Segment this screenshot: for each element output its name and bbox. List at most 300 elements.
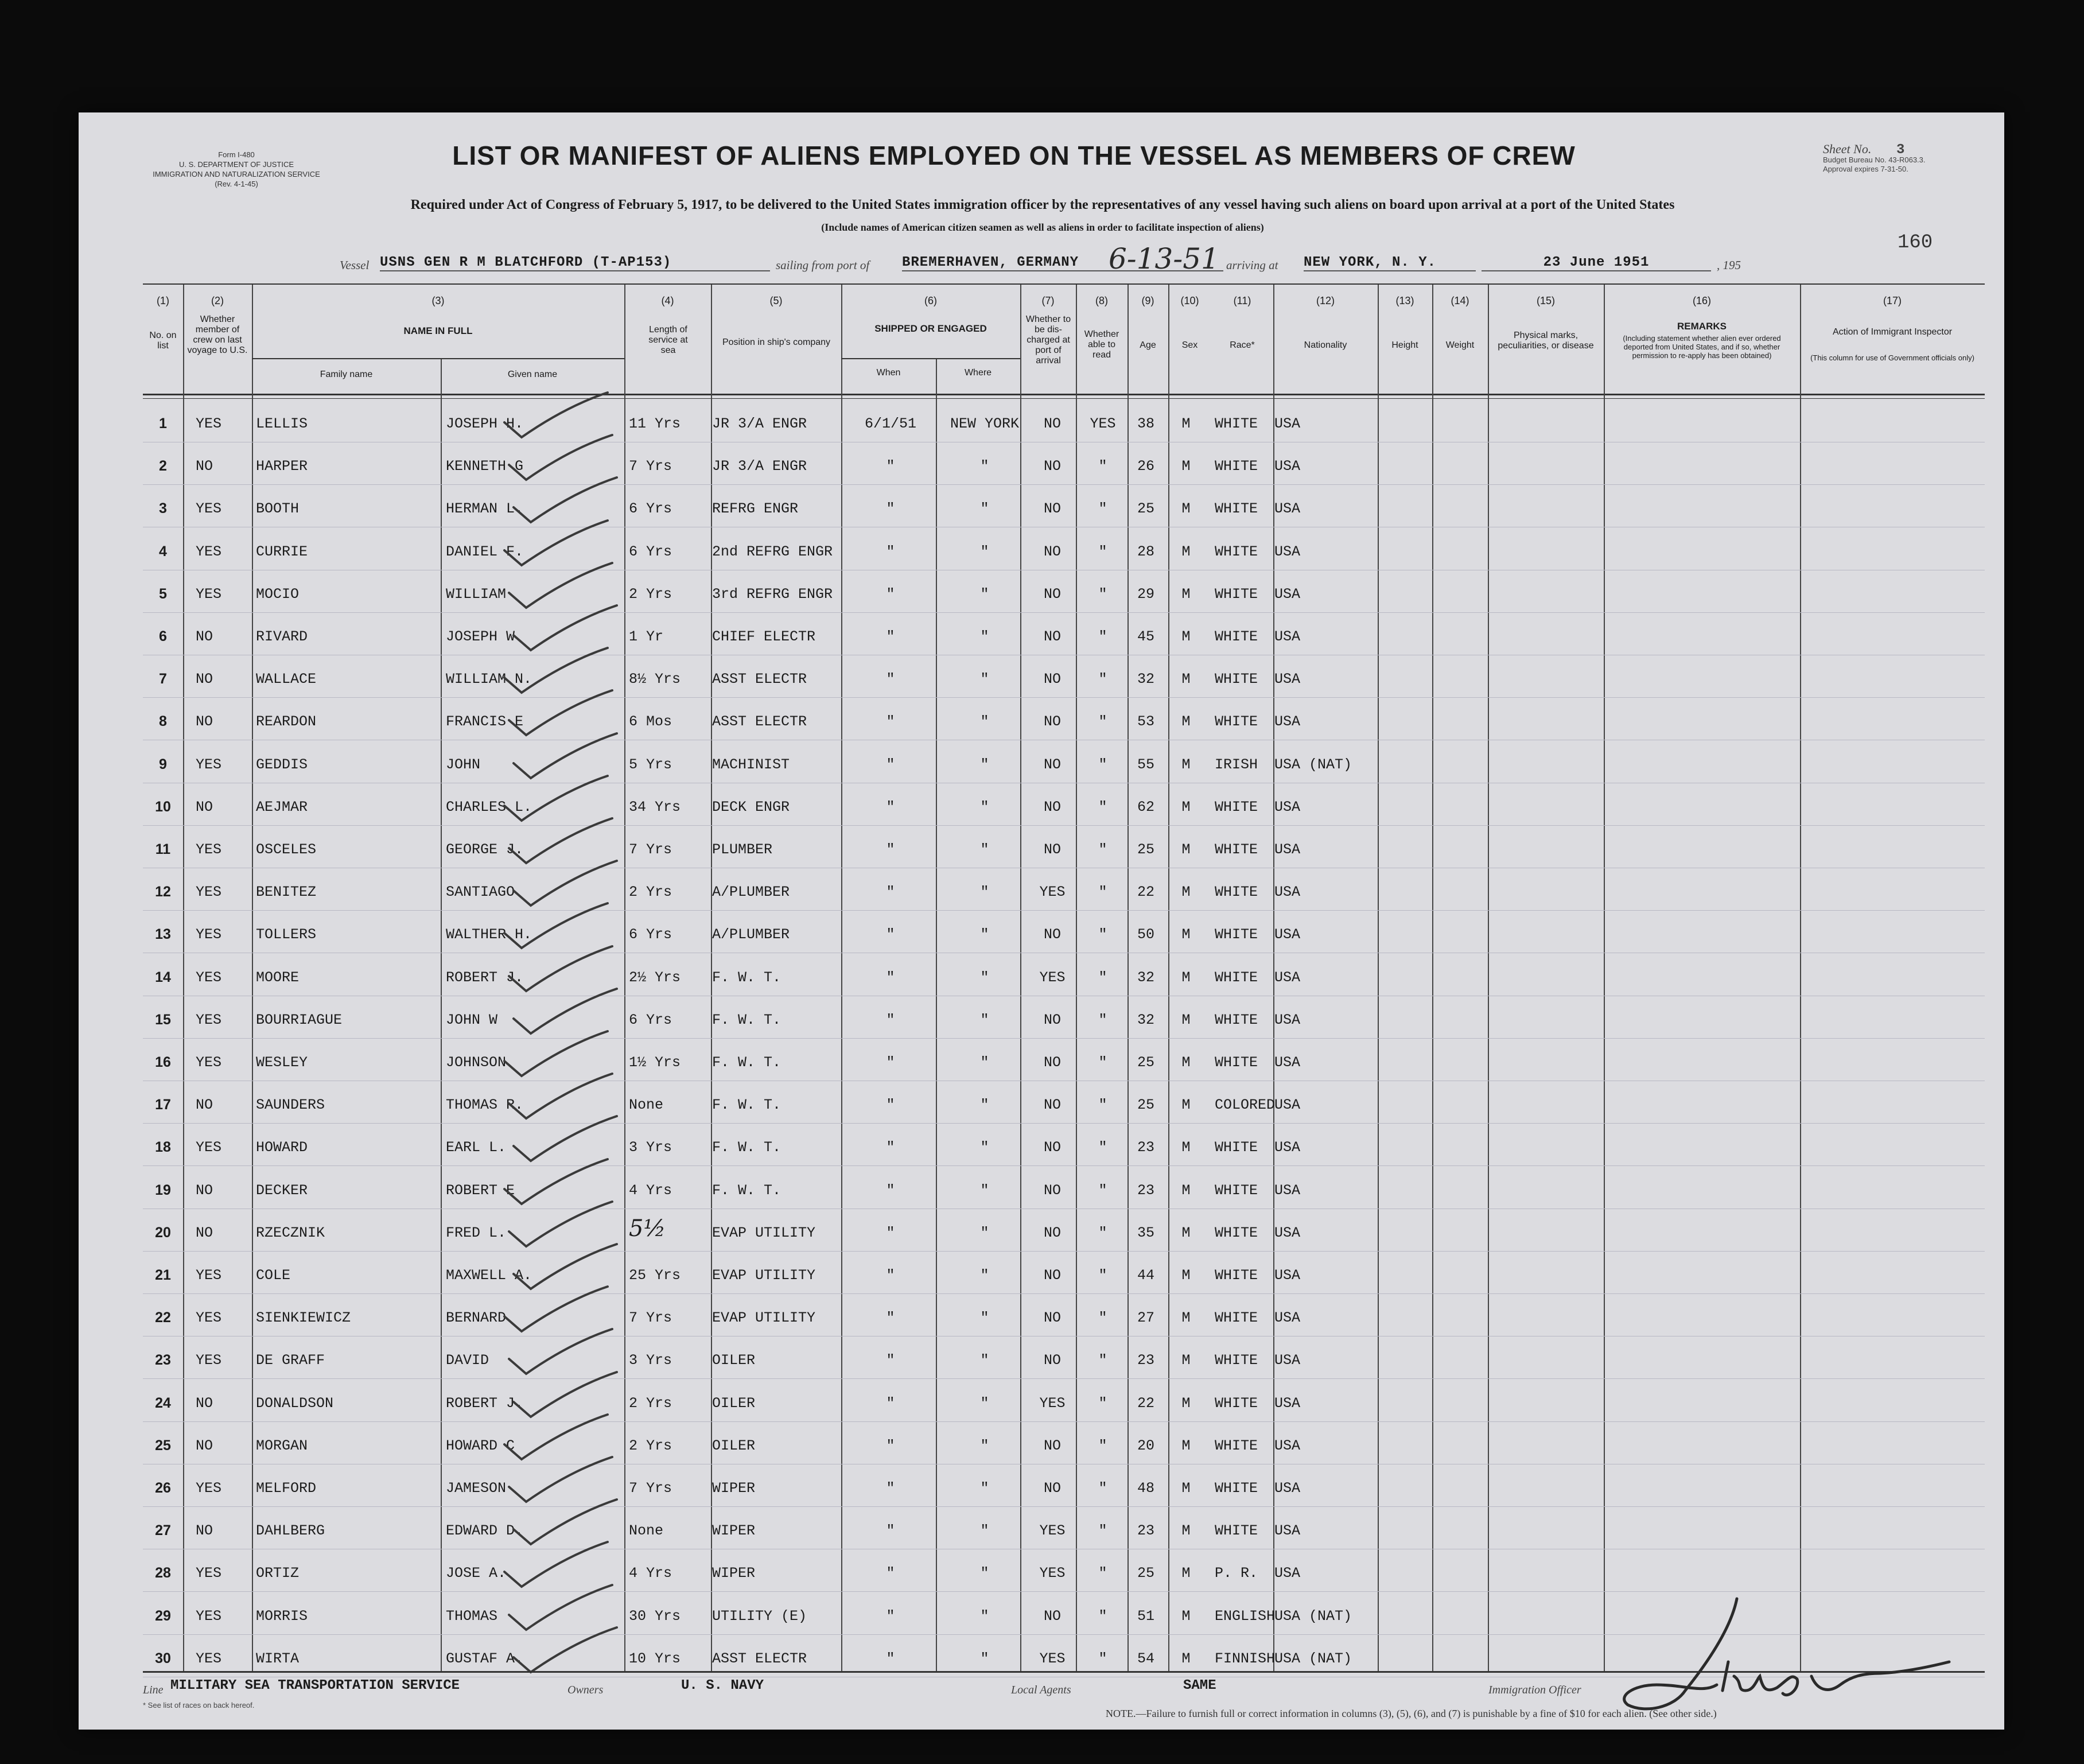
position: 2nd REFRG ENGR bbox=[712, 543, 833, 560]
crew-last-voyage: NO bbox=[196, 1097, 213, 1113]
able-to-read: " bbox=[1098, 458, 1107, 475]
table-row bbox=[143, 570, 1985, 613]
discharged: YES bbox=[1039, 1395, 1066, 1412]
discharged: NO bbox=[1043, 1267, 1061, 1284]
age: 26 bbox=[1137, 458, 1154, 475]
length-of-service: 11 Yrs bbox=[629, 415, 681, 432]
length-of-service: 7 Yrs bbox=[629, 841, 672, 858]
length-of-service: 6 Yrs bbox=[629, 543, 672, 560]
sex: M bbox=[1181, 1352, 1191, 1369]
row-number: 16 bbox=[155, 1054, 171, 1070]
position: JR 3/A ENGR bbox=[712, 415, 807, 432]
shipped-when: " bbox=[886, 1182, 895, 1199]
sex: M bbox=[1181, 1395, 1191, 1412]
check-mark-icon bbox=[503, 690, 618, 740]
sex: M bbox=[1181, 1225, 1191, 1241]
discharged: NO bbox=[1043, 586, 1061, 603]
nationality: USA bbox=[1274, 1225, 1301, 1241]
shipped-where: " bbox=[980, 1352, 989, 1369]
family-name: COLE bbox=[256, 1267, 291, 1284]
given-name: JOSEPH W bbox=[446, 628, 515, 645]
discharged: NO bbox=[1043, 671, 1061, 687]
discharged: NO bbox=[1043, 1437, 1061, 1454]
row-number: 17 bbox=[155, 1097, 171, 1113]
family-name: REARDON bbox=[256, 713, 317, 730]
race: WHITE bbox=[1215, 458, 1258, 475]
able-to-read: " bbox=[1098, 543, 1107, 560]
shipped-when: " bbox=[886, 1097, 895, 1113]
given-name: MAXWELL A. bbox=[446, 1267, 532, 1284]
row-number: 12 bbox=[155, 884, 171, 900]
discharged: NO bbox=[1043, 1097, 1061, 1113]
crew-last-voyage: YES bbox=[196, 1352, 222, 1369]
position: WIPER bbox=[712, 1480, 756, 1497]
row-number: 30 bbox=[155, 1650, 171, 1666]
shipped-when: " bbox=[886, 1054, 895, 1071]
discharged: NO bbox=[1043, 1139, 1061, 1156]
form-identification: Form I-480 U. S. DEPARTMENT OF JUSTICE IMMIGRATION AND NATURALIZATION SERVICE (Rev. 4-1-45) bbox=[153, 150, 320, 188]
race: WHITE bbox=[1215, 671, 1258, 687]
row-number: 1 bbox=[159, 415, 167, 432]
shipped-where: " bbox=[980, 841, 989, 858]
sex: M bbox=[1181, 756, 1191, 773]
length-of-service: 4 Yrs bbox=[629, 1565, 672, 1582]
crew-last-voyage: YES bbox=[196, 1608, 222, 1625]
family-name: MORRIS bbox=[256, 1608, 308, 1625]
col-action-inspector: Action of Immigrant Inspector bbox=[1832, 327, 1953, 337]
nationality: USA bbox=[1274, 713, 1301, 730]
col-remarks: REMARKS bbox=[1677, 321, 1727, 332]
able-to-read: " bbox=[1098, 799, 1107, 815]
given-name: HERMAN L. bbox=[446, 500, 524, 517]
age: 22 bbox=[1137, 1395, 1154, 1412]
shipped-where: " bbox=[980, 1225, 989, 1241]
length-of-service: 3 Yrs bbox=[629, 1139, 672, 1156]
given-name: DAVID bbox=[446, 1352, 489, 1369]
family-name: OSCELES bbox=[256, 841, 317, 858]
nationality: USA bbox=[1274, 969, 1301, 986]
manifest-sheet: Form I-480 U. S. DEPARTMENT OF JUSTICE IMMIGRATION AND NATURALIZATION SERVICE (Rev. 4-1-45) Sheet No. 3 Budget Bureau No. 43-R063.3. Approval expires 7-31-50. LIST OR MANIFEST OF ALIENS EMPLOYED ON THE VESSEL AS MEMBERS OF CREW Required under Act of Congress of February 5, 1917, to be delivered to the United States immigration officer by the representatives of any vessel having such aliens on board upon arrival at a port of the United States (Include names of American citizen seamen as well as aliens in order to facilitate inspection of aliens) 160 Vessel USNS GEN R M BLATCHFORD (T-AP153) sailing from port of BREMERHAVEN, GERMANY 6-13-51 arriving at NEW YORK, N. Y. 23 June 1951 , 195 (1) (2) (3) (4) (5) (6) (7) (8) (9) (10) (11) (12) (13) (14) (15) (16) (17) No. on list Whether member of crew on last voyage to U.S. NAME IN FULL Family name Given name Length of service at sea Position in ship's company SHIPPED OR ENGAGED When Where Whether to be dis-charged at port of arrival Whether able to read Age Sex Race* Nationality Height Weight Physical marks, peculiarities, or disease REMARKS (Including statement whether alien ever ordered deported from United States, and if so, whether permission to re-apply has been obtained) Action of Immigrant Inspector (This column for use of Government officials only) 1 YES LELLIS JOSEPH H. 11 Yrs JR 3/A ENGR 6/1/51 NEW YORK NO YES 38 M WHITE USA 2 NO HARPER KENNETH G 7 Yrs JR 3/A ENGR " " NO " 26 M WHITE USA 3 YES BOOTH HERMAN L. 6 Yrs REFRG ENGR " " NO " 25 M WHITE USA 4 YES CURRIE DANIEL F. 6 Yrs 2nd REFRG ENGR " " NO " 28 M WHITE USA 5 YES MOCIO WILLIAM 2 Yrs 3rd REFRG ENGR " " NO " 29 M WHITE USA 6 NO RIVARD JOSEPH W 1 Yr CHIEF ELECTR " " NO " 45 M WHITE USA 7 NO WALLACE WILLIAM N. 8½ Yrs ASST ELECTR " " NO " 32 M WHITE USA 8 NO REARDON FRANCIS E 6 Mos ASST ELECTR " " NO " 53 M WHITE USA 9 YES GEDDIS JOHN 5 Yrs MACHINIST " " NO " 55 M IRISH USA (NAT) 10 NO AEJMAR CHARLES L. 34 Yrs DECK ENGR " " NO " 62 M WHITE USA 11 YES OSCELES GEORGE J. 7 Yrs PLUMBER " " NO " 25 M WHITE USA 12 YES BENITEZ SANTIAGO 2 Yrs A/PLUMBER " " YES " 22 M WHITE USA 13 YES TOLLERS WALTHER H. 6 Yrs A/PLUMBER " " NO " 50 M WHITE USA 14 YES MOORE ROBERT J. 2½ Yrs F. W. T. " " YES " 32 M WHITE USA 15 YES BOURRIAGUE JOHN W 6 Yrs F. W. T. " " NO " 32 M WHITE USA 16 YES WESLEY JOHNSON 1½ Yrs F. W. T. " " NO " 25 M WHITE USA 17 NO SAUNDERS THOMAS R. None F. W. T. " " NO " 25 M COLORED USA 18 YES HOWARD EARL L. 3 Yrs F. W. T. " " NO " 23 M WHITE USA 19 NO DECKER ROBERT E 4 Yrs F. W. T. " " NO " 23 M WHITE USA 20 NO RZECZNIK FRED L. 5½ EVAP UTILITY " " NO " 35 M WHITE USA 21 YES COLE MAXWELL A. 25 Yrs EVAP UTILITY " " NO " 44 M WHITE USA 22 YES SIENKIEWICZ BERNARD 7 Yrs EVAP UTILITY " " NO " 27 M WHITE USA 23 YES DE GRAFF DAVID 3 Yrs OILER " " NO " 23 M WHITE USA 24 NO DONALDSON ROBERT J. 2 Yrs OILER " " YES " 22 M WHITE USA 25 NO MORGAN HOWARD C 2 Yrs OILER " " NO " 20 M WHITE USA 26 YES MELFORD JAMESON 7 Yrs WIPER " " NO " 48 M WHITE USA 27 NO DAHLBERG EDWARD D. None WIPER " " YES " 23 M WHITE USA 28 YES ORTIZ JOSE A. 4 Yrs WIPER " " YES " 25 M P. R. USA 29 YES MORRIS THOMAS 30 Yrs UTILITY (E) " " NO " 51 M ENGLISH USA (NAT) 30 YES WIRTA GUSTAF A. 10 Yrs ASST ELECTR " " YES " 54 M FINNISH USA (NAT) Line MILITARY SEA TRANSPORTATION SERVICE Owners U. S. NAVY Local Agents SAME Immigration Officer * See list of races on back hereof. NOTE.—Failure to furnish full or correct information in columns (3), (5), (6), and (7) is punishable by a fine of $10 for each alien. (See other side.) bbox=[79, 112, 2004, 1730]
nationality: USA bbox=[1274, 799, 1301, 815]
header-top-rule bbox=[143, 283, 1985, 285]
family-name: HOWARD bbox=[256, 1139, 308, 1156]
length-of-service: 3 Yrs bbox=[629, 1352, 672, 1369]
nationality: USA bbox=[1274, 1054, 1301, 1071]
departure-port: BREMERHAVEN, GERMANY bbox=[902, 255, 1223, 271]
shipped-where: " bbox=[980, 671, 989, 687]
able-to-read: " bbox=[1098, 884, 1107, 900]
shipped-where: " bbox=[980, 884, 989, 900]
age: 20 bbox=[1137, 1437, 1154, 1454]
age: 27 bbox=[1137, 1310, 1154, 1326]
discharged: YES bbox=[1039, 884, 1066, 900]
family-name: WIRTA bbox=[256, 1650, 300, 1667]
col-family-name: Family name bbox=[320, 370, 373, 379]
race: WHITE bbox=[1215, 500, 1258, 517]
race: WHITE bbox=[1215, 1437, 1258, 1454]
age: 62 bbox=[1137, 799, 1154, 815]
table-row bbox=[143, 1379, 1985, 1422]
race: WHITE bbox=[1215, 799, 1258, 815]
given-name: DANIEL F. bbox=[446, 543, 524, 560]
sex: M bbox=[1181, 500, 1191, 517]
sex: M bbox=[1181, 799, 1191, 815]
page-number: 160 bbox=[1898, 232, 1933, 254]
able-to-read: " bbox=[1098, 926, 1107, 943]
document-subtitle: Required under Act of Congress of February 5, 1917, to be delivered to the United States immigration officer by the representatives of any vessel having such aliens on board upon arrival at a port of the United States bbox=[410, 197, 1675, 212]
sex: M bbox=[1181, 1565, 1191, 1582]
age: 22 bbox=[1137, 884, 1154, 900]
crew-last-voyage: YES bbox=[196, 1054, 222, 1071]
sex: M bbox=[1181, 543, 1191, 560]
given-name: ROBERT E bbox=[446, 1182, 515, 1199]
discharged: YES bbox=[1039, 969, 1066, 986]
family-name: DONALDSON bbox=[256, 1395, 334, 1412]
shipped-when: " bbox=[886, 543, 895, 560]
given-name: WALTHER H. bbox=[446, 926, 532, 943]
col-nationality: Nationality bbox=[1304, 340, 1347, 350]
discharged: NO bbox=[1043, 1054, 1061, 1071]
sex: M bbox=[1181, 1522, 1191, 1539]
sex: M bbox=[1181, 969, 1191, 986]
race: WHITE bbox=[1215, 628, 1258, 645]
position: OILER bbox=[712, 1352, 756, 1369]
table-row bbox=[143, 1464, 1985, 1507]
able-to-read: " bbox=[1098, 1650, 1107, 1667]
race: WHITE bbox=[1215, 1310, 1258, 1326]
col-action-inspector-note: (This column for use of Government officials only) bbox=[1810, 353, 1974, 362]
length-of-service: 8½ Yrs bbox=[629, 671, 681, 687]
given-name: FRED L. bbox=[446, 1225, 507, 1241]
race: WHITE bbox=[1215, 969, 1258, 986]
row-number: 20 bbox=[155, 1225, 171, 1241]
nationality: USA bbox=[1274, 458, 1301, 475]
age: 32 bbox=[1137, 969, 1154, 986]
position: DECK ENGR bbox=[712, 799, 790, 815]
shipped-when: " bbox=[886, 1225, 895, 1241]
crew-last-voyage: YES bbox=[196, 926, 222, 943]
length-of-service: 2 Yrs bbox=[629, 586, 672, 603]
nationality: USA bbox=[1274, 1480, 1301, 1497]
length-of-service: 6 Yrs bbox=[629, 926, 672, 943]
inspector-signature bbox=[1593, 1576, 1972, 1725]
crew-last-voyage: NO bbox=[196, 1522, 213, 1539]
able-to-read: " bbox=[1098, 713, 1107, 730]
col-given-name: Given name bbox=[507, 370, 558, 379]
sex: M bbox=[1181, 1310, 1191, 1326]
crew-last-voyage: YES bbox=[196, 841, 222, 858]
family-name: SAUNDERS bbox=[256, 1097, 325, 1113]
check-mark-icon bbox=[508, 1627, 623, 1677]
able-to-read: " bbox=[1098, 1182, 1107, 1199]
table-row bbox=[143, 1421, 1985, 1464]
race: WHITE bbox=[1215, 1352, 1258, 1369]
shipped-when: " bbox=[886, 1352, 895, 1369]
table-row bbox=[143, 740, 1985, 783]
discharged: NO bbox=[1043, 415, 1061, 432]
row-number: 25 bbox=[155, 1437, 171, 1454]
shipped-where: " bbox=[980, 1267, 989, 1284]
sex: M bbox=[1181, 1437, 1191, 1454]
given-name: WILLIAM N. bbox=[446, 671, 532, 687]
crew-last-voyage: NO bbox=[196, 799, 213, 815]
race: WHITE bbox=[1215, 713, 1258, 730]
given-name: EDWARD D. bbox=[446, 1522, 524, 1539]
position: JR 3/A ENGR bbox=[712, 458, 807, 475]
able-to-read: YES bbox=[1090, 415, 1116, 432]
row-number: 26 bbox=[155, 1480, 171, 1496]
age: 53 bbox=[1137, 713, 1154, 730]
shipped-where: " bbox=[980, 1608, 989, 1625]
shipped-where: " bbox=[980, 799, 989, 815]
family-name: MORGAN bbox=[256, 1437, 308, 1454]
shipped-when: " bbox=[886, 671, 895, 687]
shipped-where: " bbox=[980, 543, 989, 560]
row-number: 23 bbox=[155, 1352, 171, 1368]
race: ENGLISH bbox=[1215, 1608, 1276, 1625]
able-to-read: " bbox=[1098, 1480, 1107, 1497]
given-name: SANTIAGO bbox=[446, 884, 515, 900]
age: 28 bbox=[1137, 543, 1154, 560]
family-name: WALLACE bbox=[256, 671, 317, 687]
discharged: NO bbox=[1043, 1012, 1061, 1028]
age: 23 bbox=[1137, 1139, 1154, 1156]
sex: M bbox=[1181, 1182, 1191, 1199]
able-to-read: " bbox=[1098, 969, 1107, 986]
sex: M bbox=[1181, 1650, 1191, 1667]
length-of-service: 2½ Yrs bbox=[629, 969, 681, 986]
vessel-line: Vessel USNS GEN R M BLATCHFORD (T-AP153) sailing from port of BREMERHAVEN, GERMANY 6-13-51 arriving at NEW YORK, N. Y. 23 June 1951 , 195 bbox=[340, 242, 1741, 275]
length-of-service: 2 Yrs bbox=[629, 884, 672, 900]
check-mark-icon bbox=[499, 903, 613, 953]
nationality: USA bbox=[1274, 1352, 1301, 1369]
nationality: USA bbox=[1274, 884, 1301, 900]
table-row bbox=[143, 1251, 1985, 1294]
age: 55 bbox=[1137, 756, 1154, 773]
sex: M bbox=[1181, 713, 1191, 730]
table-row bbox=[143, 1166, 1985, 1209]
given-name: GUSTAF A. bbox=[446, 1650, 524, 1667]
crew-last-voyage: YES bbox=[196, 1267, 222, 1284]
penalty-note: NOTE.—Failure to furnish full or correct information in columns (3), (5), (6), and (7) is punishable by a fine of $10 for each alien. (See other side.) bbox=[1106, 1708, 1717, 1719]
col-sex: Sex bbox=[1181, 340, 1198, 350]
col-position: Position in ship's company bbox=[722, 337, 831, 347]
owners: U. S. NAVY bbox=[681, 1678, 764, 1693]
shipped-where: " bbox=[980, 586, 989, 603]
position: CHIEF ELECTR bbox=[712, 628, 816, 645]
discharged: NO bbox=[1043, 458, 1061, 475]
age: 25 bbox=[1137, 500, 1154, 517]
discharged: YES bbox=[1039, 1565, 1066, 1582]
age: 23 bbox=[1137, 1182, 1154, 1199]
able-to-read: " bbox=[1098, 1352, 1107, 1369]
able-to-read: " bbox=[1098, 1097, 1107, 1113]
shipped-when: " bbox=[886, 756, 895, 773]
length-of-service: 6 Yrs bbox=[629, 500, 672, 517]
crew-last-voyage: NO bbox=[196, 1182, 213, 1199]
table-row bbox=[143, 910, 1985, 953]
discharged: NO bbox=[1043, 713, 1061, 730]
family-name: TOLLERS bbox=[256, 926, 317, 943]
row-number: 5 bbox=[159, 586, 167, 602]
shipped-where: " bbox=[980, 500, 989, 517]
row-number: 21 bbox=[155, 1267, 171, 1283]
shipped-when: " bbox=[886, 1012, 895, 1028]
nationality: USA (NAT) bbox=[1274, 756, 1352, 773]
row-number: 4 bbox=[159, 543, 167, 559]
table-row bbox=[143, 399, 1985, 442]
nationality: USA bbox=[1274, 1182, 1301, 1199]
shipped-when: " bbox=[886, 1310, 895, 1326]
col-age: Age bbox=[1140, 340, 1156, 350]
local-agents: SAME bbox=[1183, 1678, 1216, 1693]
crew-last-voyage: NO bbox=[196, 713, 213, 730]
check-mark-icon bbox=[508, 477, 623, 527]
discharged: YES bbox=[1039, 1650, 1066, 1667]
shipped-when: " bbox=[886, 884, 895, 900]
sex: M bbox=[1181, 1608, 1191, 1625]
row-number: 15 bbox=[155, 1012, 171, 1028]
crew-last-voyage: YES bbox=[196, 756, 222, 773]
row-number: 22 bbox=[155, 1310, 171, 1326]
col-when: When bbox=[876, 368, 901, 378]
sex: M bbox=[1181, 671, 1191, 687]
nationality: USA (NAT) bbox=[1274, 1650, 1352, 1667]
able-to-read: " bbox=[1098, 1395, 1107, 1412]
nationality: USA bbox=[1274, 671, 1301, 687]
race: IRISH bbox=[1215, 756, 1258, 773]
col-discharged: Whether to be dis-charged at port of arrival bbox=[1025, 314, 1071, 366]
length-of-service: 6 Yrs bbox=[629, 1012, 672, 1028]
race: WHITE bbox=[1215, 1225, 1258, 1241]
sex: M bbox=[1181, 586, 1191, 603]
col-no-on-list: No. on list bbox=[149, 331, 177, 351]
family-name: MELFORD bbox=[256, 1480, 317, 1497]
document-subnote: (Include names of American citizen seamen as well as aliens in order to facilitate inspection of aliens) bbox=[821, 222, 1264, 233]
able-to-read: " bbox=[1098, 1012, 1107, 1028]
age: 32 bbox=[1137, 671, 1154, 687]
length-of-service: 5½ bbox=[629, 1215, 666, 1242]
position: F. W. T. bbox=[712, 969, 782, 986]
sex: M bbox=[1181, 841, 1191, 858]
race: WHITE bbox=[1215, 1182, 1258, 1199]
row-number: 28 bbox=[155, 1565, 171, 1581]
sex: M bbox=[1181, 415, 1191, 432]
crew-last-voyage: NO bbox=[196, 1437, 213, 1454]
nationality: USA bbox=[1274, 1522, 1301, 1539]
age: 48 bbox=[1137, 1480, 1154, 1497]
sheet-number-block: Sheet No. 3 Budget Bureau No. 43-R063.3. Approval expires 7-31-50. bbox=[1823, 142, 1926, 173]
nationality: USA bbox=[1274, 1267, 1301, 1284]
table-row bbox=[143, 1081, 1985, 1124]
nationality: USA bbox=[1274, 1437, 1301, 1454]
sheet-number: 3 bbox=[1896, 142, 1906, 158]
discharged: NO bbox=[1043, 1310, 1061, 1326]
shipped-where: " bbox=[980, 628, 989, 645]
position: EVAP UTILITY bbox=[712, 1225, 816, 1241]
shipped-when: " bbox=[886, 1437, 895, 1454]
age: 54 bbox=[1137, 1650, 1154, 1667]
crew-last-voyage: YES bbox=[196, 415, 222, 432]
discharged: NO bbox=[1043, 799, 1061, 815]
shipped-where: " bbox=[980, 756, 989, 773]
nationality: USA (NAT) bbox=[1274, 1608, 1352, 1625]
age: 38 bbox=[1137, 415, 1154, 432]
table-row bbox=[143, 1336, 1985, 1379]
given-name: JOHN W bbox=[446, 1012, 498, 1028]
nationality: USA bbox=[1274, 1097, 1301, 1113]
given-name: BERNARD bbox=[446, 1310, 507, 1326]
shipped-where: " bbox=[980, 1522, 989, 1539]
crew-last-voyage: YES bbox=[196, 543, 222, 560]
discharged: NO bbox=[1043, 500, 1061, 517]
shipped-when: " bbox=[886, 969, 895, 986]
shipped-when: " bbox=[886, 1608, 895, 1625]
age: 25 bbox=[1137, 1097, 1154, 1113]
position: REFRG ENGR bbox=[712, 500, 799, 517]
family-name: RZECZNIK bbox=[256, 1225, 325, 1241]
crew-last-voyage: NO bbox=[196, 458, 213, 475]
nationality: USA bbox=[1274, 543, 1301, 560]
table-row bbox=[143, 527, 1985, 570]
able-to-read: " bbox=[1098, 1437, 1107, 1454]
row-number: 7 bbox=[159, 671, 167, 687]
table-row bbox=[143, 1209, 1985, 1252]
family-name: CURRIE bbox=[256, 543, 308, 560]
table-row bbox=[143, 996, 1985, 1039]
discharged: NO bbox=[1043, 926, 1061, 943]
able-to-read: " bbox=[1098, 841, 1107, 858]
length-of-service: 25 Yrs bbox=[629, 1267, 681, 1284]
able-to-read: " bbox=[1098, 1608, 1107, 1625]
shipped-when: 6/1/51 bbox=[864, 415, 916, 432]
shipped-where: " bbox=[980, 1480, 989, 1497]
row-number: 13 bbox=[155, 926, 171, 942]
nationality: USA bbox=[1274, 926, 1301, 943]
family-name: GEDDIS bbox=[256, 756, 308, 773]
table-row bbox=[143, 825, 1985, 868]
vessel-name: USNS GEN R M BLATCHFORD (T-AP153) bbox=[380, 255, 770, 271]
age: 50 bbox=[1137, 926, 1154, 943]
nationality: USA bbox=[1274, 1012, 1301, 1028]
able-to-read: " bbox=[1098, 1139, 1107, 1156]
age: 45 bbox=[1137, 628, 1154, 645]
position: A/PLUMBER bbox=[712, 884, 790, 900]
length-of-service: 2 Yrs bbox=[629, 1395, 672, 1412]
shipped-when: " bbox=[886, 713, 895, 730]
nationality: USA bbox=[1274, 841, 1301, 858]
family-name: AEJMAR bbox=[256, 799, 308, 815]
age: 23 bbox=[1137, 1352, 1154, 1369]
race: WHITE bbox=[1215, 1267, 1258, 1284]
crew-last-voyage: NO bbox=[196, 671, 213, 687]
family-name: HARPER bbox=[256, 458, 308, 475]
family-name: DE GRAFF bbox=[256, 1352, 325, 1369]
shipped-where: " bbox=[980, 969, 989, 986]
race: WHITE bbox=[1215, 543, 1258, 560]
row-number: 19 bbox=[155, 1182, 171, 1198]
shipped-where: " bbox=[980, 713, 989, 730]
row-number: 14 bbox=[155, 969, 171, 985]
length-of-service: 1½ Yrs bbox=[629, 1054, 681, 1071]
shipped-where: " bbox=[980, 458, 989, 475]
position: OILER bbox=[712, 1395, 756, 1412]
crew-last-voyage: YES bbox=[196, 500, 222, 517]
position: PLUMBER bbox=[712, 841, 773, 858]
crew-last-voyage: NO bbox=[196, 1225, 213, 1241]
length-of-service: None bbox=[629, 1097, 664, 1113]
table-row bbox=[143, 783, 1985, 826]
